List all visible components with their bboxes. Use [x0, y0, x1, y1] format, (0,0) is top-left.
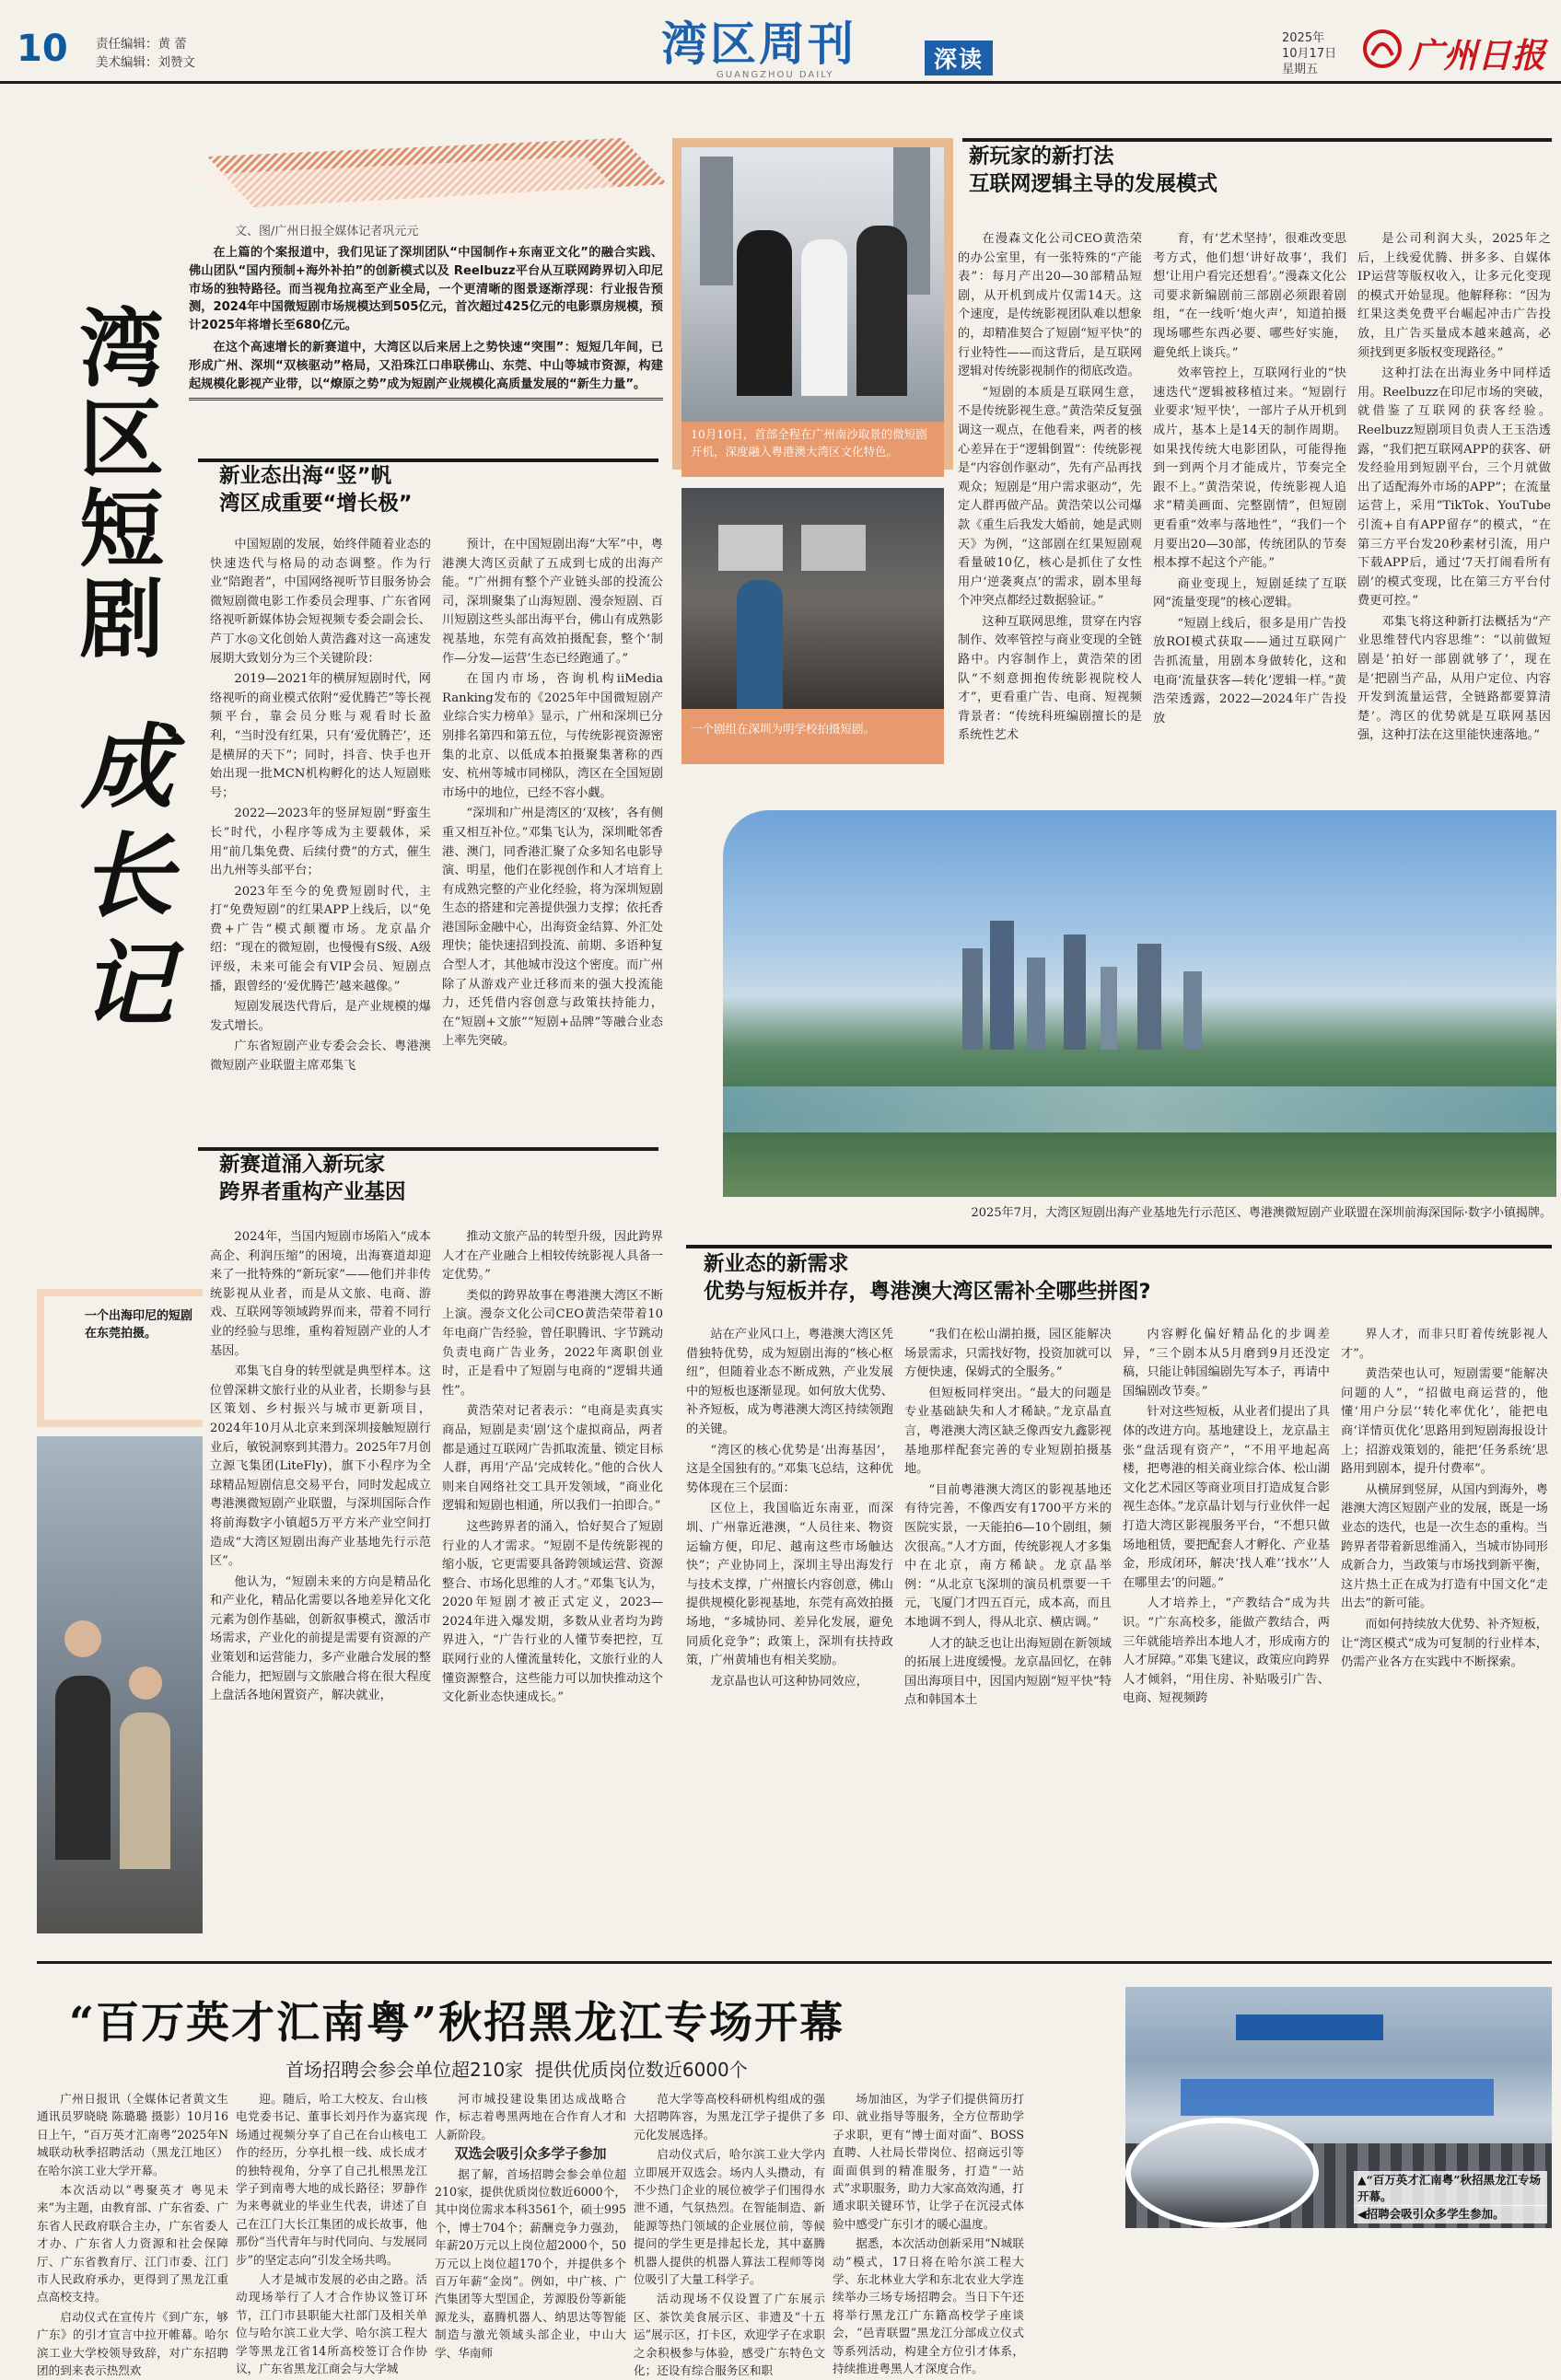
bottom-subheading: 双选会吸引众多学子参加 [454, 2145, 607, 2163]
header-rule [0, 81, 1561, 84]
bottom-para: 广州日报讯（全媒体记者黄文生 通讯员罗晓晓 陈璐璐 摄影）10月16日上午，“百万英才汇南粤”2025年N城联动秋季招聘活动（黑龙江地区）在哈尔滨工业大学开幕。 [37, 2092, 228, 2177]
editor-credit: 责任编辑：黄 蕾 [96, 37, 187, 52]
s3-para: “短剧上线后，很多是用广告投放ROI模式获取——通过互联网广告抓流量，用剧本身做转化，这和电商‘流量获客—转化’逻辑一样。”黄浩荣透露，2022—2024年广告投放 [1153, 616, 1346, 726]
bottom-column-1 [37, 2090, 228, 2378]
s1-para: 预计，在中国短剧出海“大军”中，粤港澳大湾区贡献了五成到七成的出海产能。“广州拥有整个产业链头部的投流公司，深圳聚集了山海短剧、漫奈短剧、百川短剧这些头部出海平台，佛山有成熟影视基地，东莞有高效拍摄配套，整个‘制作—分发—运营’生态已经跑通了。” [442, 538, 663, 666]
bottom-column-4 [634, 2090, 825, 2378]
s3-para: 这种互联网思维，贯穿在内容制作、效率管控与商业变现的全链路中。内容制作上，黄浩荣的团队“不刻意拥抱传统影视院校人才”，更看重广告、电商、短视频背景者：“传统科班编剧擅长的是系统性艺术 [958, 614, 1142, 743]
column-tag: 深读 [925, 41, 993, 75]
section-english: GUANGZHOU DAILY [716, 70, 834, 80]
s1-para: 2022—2023年的竖屏短剧“野蛮生长”时代，小程序等成为主要载体，采用“前几集免费、后续付费”的方式，催生出九州等头部平台； [210, 807, 431, 878]
date-year: 2025年 [1282, 31, 1325, 45]
photo-c-caption: 2025年7月，大湾区短剧出海产业基地先行示范区、粤港澳微短剧产业联盟在深圳前海深国际·数字小镇揭牌。 [971, 1206, 1552, 1220]
s4-para: 站在产业风口上，粤港澳大湾区凭借独特优势，成为短剧出海的“核心枢纽”，但随着业态不断成熟，产业发展中的短板也逐渐显现。如何放大优势、补齐短板，成为粤港澳大湾区持续领跑的关键。 [686, 1328, 893, 1436]
s4-para: 但短板同样突出。“最大的问题是专业基础缺失和人才稀缺。”龙京晶直言，粤港澳大湾区缺乏像西安九鑫影视基地那样配套完善的专业短剧拍摄基地。 [904, 1386, 1112, 1477]
photo-b-caption-box [681, 709, 944, 764]
bottom-column-2 [236, 2090, 427, 2376]
s1-para: 广东省短剧产业专委会会长、粤港澳微短剧产业联盟主席邓集飞 [210, 1039, 431, 1074]
s3-para: 这种打法在出海业务中同样适用。Reelbuzz在印尼市场的突破，就借鉴了互联网的获客经验。Reelbuzz短剧项目负责人王玉浩透露，“我们把互联网APP的获客、研发经验用到短剧平台，三个月就做出了适配海外市场的APP”；在流量运营上，采用“TikTok、YouTube引流+自有APP留存”的模式，“在第三方平台发20秒素材引流，用户下载APP后，通过‘7天打闹看所有剧’的模式变现，比在第三方平台付费更可控。” [1357, 366, 1551, 609]
s1-column-2 [442, 536, 663, 1125]
feature-vertical-title [64, 304, 166, 665]
bottom-para: 河市城投建设集团达成战略合作，标志着粤黑两地在合作育人才和人新阶段。 [435, 2092, 626, 2142]
date-day: 10月17日 [1282, 47, 1337, 61]
bottom-para: 据悉，本次活动创新采用“N城联动”模式，17日将在哈尔滨工程大学、东北林业大学和东北农业大学连续举办三场专场招聘会。当日下午还将举行黑龙江广东籍高校学子座谈会，“邑青联盟”黑龙江分部成立仪式等系列活动，构建全方位引才体系，持续推进粤黑人才深度合作。 [833, 2236, 1024, 2376]
brand-logo [1361, 26, 1555, 75]
s4-para: 而如何持续放大优势、补齐短板，让“湾区模式”成为可复制的行业样本，仍需产业各方在实践中不断探索。 [1341, 1617, 1548, 1670]
feature-banner [189, 138, 668, 207]
s4-para: 内容孵化偏好精品化的步调差异，“三个剧本从5月磨到9月还没定稿，只能让韩国编剧先写本子，再请中国编剧改节奏。” [1123, 1328, 1330, 1399]
photo-caption-1: ▲“百万英才汇南粤”秋招黑龙江专场开幕。 [1354, 2171, 1547, 2206]
bottom-para: 据了解，首场招聘会参会单位超210家，提供优质岗位数近6000个，其中岗位需求本科3561个，硕士995个，博士704个；薪酬竞争力强劲，年薪20万元以上岗位超2000个，50万元以上岗位超170个，并提供多个百万年薪“金岗”。例如，中广核、广汽集团等大型国企，芳源股份等新能源龙头，嘉腾机器人、纳思达等智能制造与激光领域头部企业，中山大学、华南师 [435, 2166, 626, 2360]
feature-lead-2: 在这个高速增长的新赛道中，大湾区以后来居上之势快速“突围”：短短几年间，已形成广州、深圳“双核驱动”格局，又沿珠江口串联佛山、东莞、中山等城市资源，构建起规模化影视产业带，以“燎原之势”成为短剧产业规模化高质量发展的“新生力量”。 [189, 340, 663, 391]
photo-nansha-drama [681, 147, 944, 422]
s2-column-2 [442, 1228, 663, 1943]
s1-para: 2023年至今的免费短剧时代，主打“免费短剧”的红果APP上线后，以“免费+广告”模式颠覆市场。龙京晶介绍：“现在的微短剧，也慢慢有S级、A级评级，未来可能会有VIP会员、短剧点播，跟曾经的‘爱优腾芒’越来越像。” [210, 884, 431, 993]
bottom-column-3 [435, 2090, 626, 2360]
s4-para: “目前粤港澳大湾区的影视基地还有待完善，不像西安有1700平方米的医院实景，一天能拍6—10个剧组，频次很高。”人才方面，传统影视人才多集中在北京，南方稀缺。龙京晶举例：“从北京飞深圳的演员机票要一千元，飞厦门才四五百元，成本高，而且本地调不到人，得从北京、横店调。” [904, 1482, 1112, 1630]
photo-qianhai-skyline [723, 810, 1556, 1197]
feature-lead-1: 在上篇的个案报道中，我们见证了深圳团队“中国制作+东南亚文化”的融合实践、佛山团队“国内预制+海外补拍”的创新模式以及 Reelbuzz平台从互联网跨界切入印尼市场的独特路径。而当视角拉高至产业全局，一个更清晰的图景逐渐浮现：行业报告预测，2024年中国微短剧市场规模达到505亿元，首次超过425亿元的电影票房规模，预计2025年将增长至680亿元。 [189, 246, 663, 333]
s2-para: 他认为，“短剧未来的方向是精品化和产业化，精品化需要以各地差异化文化元素为创作基础，创新叙事模式，激活市场需求，产业化的前提是需要有资源的产业策划和运营能力，多产业融合发展的整合能力，把短剧与文旅融合将在很大程度上盘活各地闲置资产，解决就业， [210, 1574, 431, 1703]
s2-para: 2024年，当国内短剧市场陷入“成本高企、利润压缩”的困境，出海赛道却迎来了一批特殊的“新玩家”——他们并非传统影视从业者，而是从文旅、电商、游戏、互联网等领域跨界而来，带着不同行业的经验与思维，重构着短剧产业的人才基因。 [210, 1230, 431, 1358]
s3-para: 邓集飞将这种新打法概括为“产业思维替代内容思维”：“以前做短剧是‘拍好一部剧就够了’，现在是‘把剧当产品，从用户定位、内容开发到流量运营，全链路都要算清楚’。湾区的优势就是互联网基因强，这种打法在这里能快速落地。” [1357, 614, 1551, 743]
photo-d-caption: 一个出海印尼的短剧在东莞拍摄。 [85, 1309, 193, 1341]
bottom-column-5 [833, 2090, 1024, 2376]
s4-para: 界人才，而非只盯着传统影视人才”。 [1341, 1328, 1548, 1361]
photo-school-shoot [681, 488, 944, 709]
s3-column-1 [958, 230, 1142, 764]
s1-title-2: 湾区成重要“增长极” [219, 492, 413, 516]
bottom-headline: “百万英才汇南粤”秋招黑龙江专场开幕 [69, 1998, 845, 2049]
vertical-title-main: 湾区短剧 [65, 304, 165, 665]
page-header [0, 0, 1561, 83]
s1-para: 中国短剧的发展，始终伴随着业态的快速迭代与格局的动态调整。作为行业“陪跑者”，中国网络视听节目服务协会微短剧微电影工作委员会理事、广东省网络视听新媒体协会短视频专委会副会长、芦丁水◎文化创始人黄浩鑫对这一高速发展期大致划分为三个关键阶段： [210, 538, 431, 666]
s2-para: 黄浩荣对记者表示：“电商是卖真实商品，短剧是卖‘剧’这个虚拟商品，两者都是通过互联网广告抓取流量、锁定目标人群，再用‘产品’完成转化。”他的合伙人则来自网络社交工具开发领域，“商业化逻辑和短剧也相通，所以我们一拍即合。” [442, 1404, 663, 1514]
photo-b-caption: 一个剧组在深圳为明学校拍摄短剧。 [691, 722, 876, 736]
bottom-para: 人才是城市发展的必由之路。活动现场举行了人才合作协议签订环节，江门市县职能大社部门及相关单位与哈尔滨工业大学、哈尔滨工程大学等黑龙江省14所高校签订合作协议，广东省黑龙江商会与大学城 [236, 2272, 427, 2376]
s2-para: 这些跨界者的涌入，恰好契合了短剧行业的人才需求。“短剧不是传统影视的缩小版，它更需要具备跨领域运营、资源整合、市场化思维的人才。”邓集飞认为，2020年短剧才被正式定义，2023—2024年进入爆发期，多数从业者均为跨界进入，“广告行业的人懂节奏把控，互联网行业的人懂流量转化，文旅行业的人懂资源整合，这些能力可以加快推动这个文化新业态快速成长。” [442, 1519, 663, 1705]
s1-column-1 [210, 536, 431, 1125]
s4-column-3 [1123, 1326, 1330, 1943]
s4-para: “我们在松山湖拍摄，园区能解决场景需求，只需找好物，投资加就可以方便快速，保姆式的全服务。” [904, 1328, 1112, 1380]
s3-bar [962, 138, 1552, 142]
s2-para: 类似的跨界故事在粤港澳大湾区不断上演。漫奈文化公司CEO黄浩荣带着10年电商广告经验，曾任职腾讯、字节跳动负责电商广告业务，2022年离职创业时，正是看中了短剧与电商的“逻辑共通性”。 [442, 1288, 663, 1398]
s3-title-1: 新玩家的新打法 [969, 145, 1114, 168]
feature-lead-box [189, 221, 663, 401]
s1-para: “深圳和广州是湾区的‘双核’，各有侧重又相互补位。”邓集飞认为，深圳毗邻香港、澳门，同香港汇聚了众多知名电影导演、明星，他们在影视创作和人才培育上有成熟完整的产业化经验，将为深圳短剧生态的搭建和完善提供强力支撑；依托香港国际金融中心，出海资金结算、外汇处理快；能快速招到投流、前期、多语种复合型人才，其他城市没这个密度。而广州除了从游戏产业迁移而来的强大投流能力，还凭借内容创意与政策扶持能力，在“短剧+文旅”“短剧+品牌”等融合业态上率先突破。 [442, 807, 663, 1049]
bottom-para: 范大学等高校科研机构组成的强大招聘阵容，为黑龙江学子提供了多元化发展选择。 [634, 2092, 825, 2142]
s2-column-1 [210, 1228, 431, 1943]
vertical-subtitle: 成长记 [65, 718, 174, 1044]
s4-title-1: 新业态的新需求 [704, 1252, 849, 1276]
page-number: 10 [17, 28, 68, 70]
s4-bar [686, 1245, 1552, 1248]
s3-para: 在漫森文化公司CEO黄浩荣的办公室里，有一张特殊的“产能表”：每月产出20—30部精品短剧，从开机到成片仅需14天。这个速度，是传统影视团队难以想象的，却精准契合了短剧“短平快”的行业特性——而这背后，是互联网逻辑对传统影视制作的彻底改造。 [958, 232, 1142, 379]
photo-a-caption: 10月10日，首部全程在广州南沙取景的微短剧开机，深度融入粤港澳大湾区文化特色。 [691, 427, 927, 459]
bottom-subhead: 首场招聘会参会单位超210家 提供优质岗位数近6000个 [285, 2059, 748, 2081]
s4-para: 从横屏到竖屏，从国内到海外，粤港澳大湾区短剧产业的发展，既是一场业态的迭代，也是一次生态的重构。当跨界者带着新思维涌入，当城市协同形成新合力，当政策与市场找到新平衡，这片热土正在成为打造有中国文化“走出去”的新可能。 [1341, 1482, 1548, 1611]
feature-byline: 文、图/广州日报全媒体记者巩元元 [235, 225, 419, 238]
feature-vertical-subtitle-wrap [64, 718, 184, 1044]
s3-column-3 [1357, 230, 1551, 764]
s3-column-2 [1153, 230, 1346, 764]
photo-a-caption-box [681, 422, 944, 477]
s3-title-2: 互联网逻辑主导的发展模式 [969, 172, 1218, 196]
bottom-para: 活动现场不仅设置了广东展示区、茶饮美食展示区、非遗及“十五运”展示区，打卡区，欢迎学子在求职之余积极参与体验，感受广东特色文化；还设有综合服务区和职 [634, 2292, 825, 2378]
s3-para: 是公司利润大头，2025年之后，上线爱优腾、拼多多、自媒体IP运营等版权收入，让多元化变现的模式开始显现。他解释称：“因为红果这类免费平台崛起冲击广告投放，且广告买量成本越来越高，必须找到更多版权变现路径。” [1357, 232, 1551, 360]
photo-dongguan-shoot [37, 1436, 203, 1933]
s4-para: “湾区的核心优势是‘出海基因’，这是全国独有的。”邓集飞总结，这种优势体现在三个层面： [686, 1443, 893, 1495]
bottom-story-rule [37, 1961, 1552, 1964]
s2-title-2: 跨界者重构产业基因 [219, 1180, 406, 1204]
s4-para: 龙京晶也认可这种协同效应， [710, 1674, 868, 1689]
s1-para: 2019—2021年的横屏短剧时代，网络视听的商业模式依附“爱优腾芒”等长视频平台，靠会员分账与观看时长盈利，“当时没有红果，只有‘爱优腾芒’，还是横屏的天下”；同时，抖音、快手也开始出现一批MCN机构孵化的达人短剧账号； [210, 672, 431, 800]
s4-para: 黄浩荣也认可，短剧需要“能解决问题的人”，“招做电商运营的，他懂‘用户分层’‘转化率优化’，能把电商‘详情页优化’思路用到短剧海报设计上；招游戏策划的，能把‘任务系统’思路用到剧本，提升付费率”。 [1341, 1367, 1548, 1477]
section-title: 湾区周刊 [661, 17, 856, 71]
art-editor-credit: 美术编辑：刘赞文 [96, 55, 195, 70]
bottom-para: 启动仪式在宣传片《到广东，够广东》的引才宣言中拉开帷幕。哈尔滨工业大学校领导致辞，对广东招聘团的到来表示热烈欢 [37, 2309, 228, 2378]
s1-title-1: 新业态出海“竖”帆 [219, 464, 392, 488]
s3-para: 效率管控上，互联网行业的“快速迭代”逻辑被移植过来。“短剧行业要求‘短平快’，一部片子从开机到成片，基本上是14天的制作周期。如果找传统大电影团队，可能得拖到一到两个月才能成片，节奏完全跟不上。”黄浩荣说，传统影视人追求“精美画面、完整剧情”，但短剧更看重“效率与落地性”，“我们一个月要出20—30部，传统团队的节奏根本撑不起这个产能。” [1153, 366, 1346, 571]
s2-para: 推动文旅产品的转型升级，因此跨界人才在产业融合上相较传统影视人具备一定优势。” [442, 1230, 663, 1283]
s3-para: “短剧的本质是互联网生意，不是传统影视生意。”黄浩荣反复强调这一观点，在他看来，两者的核心差异在于“逻辑倒置”：传统影视是“内容创作驱动”，先有产品再找观众；短剧是“用户需求驱动”，先定人群再做产品。黄浩荣以公司爆款《重生后我发大婚前，她是武则天》为例，“这部剧在红果短剧观看量破10亿，核心是抓住了女性用户‘逆袭爽点’的需求，剧本里每个冲突点都经过数据验证。” [958, 385, 1142, 609]
brand-logo-icon [1361, 28, 1404, 70]
s4-column-4 [1341, 1326, 1548, 1943]
s2-para: 邓集飞自身的转型就是典型样本。这位曾深耕文旅行业的从业者，长期参与县区策划、乡村振兴与城市更新项目，2024年10月从北京来到深圳接触短剧行业后，敏锐洞察到其潜力。2025年7月创立源飞集团(LiteFly)，旗下小程序为全球精品短剧信息交易平台，同时发起成立粤港澳微短剧产业联盟，与深圳国际合作将前海数字小镇超5万平方米产业空间打造成“大湾区短剧出海产业基地先行示范区”。 [210, 1364, 431, 1569]
s4-para: 区位上，我国临近东南亚，而深圳、广州靠近港澳，“人员往来、物资运输方便，印尼、越南这些市场触达快”；产业协同上，深圳主导出海发行与技术支撑，广州擅长内容创意，佛山提供规模化影视基地，东莞有高效拍摄场地，“多城协同、差异化发展，避免同质化竞争”；政策上，深圳有扶持政策，广州黄埔也有相关奖励。 [686, 1502, 893, 1668]
s4-para: 人才培养上，“产教结合”成为共识。“广东高校多，能做产教结合，两三年就能培养出本地人才，形成南方的人才屏障。”邓集飞建议，政策应向跨界人才倾斜，“用住房、补贴吸引广告、电商、短视频跨 [1123, 1596, 1330, 1706]
photo-caption-2: ◀招聘会吸引众多学生参加。 [1354, 2205, 1547, 2223]
photo-d-caption-frame [37, 1289, 203, 1427]
s4-para: 人才的缺乏也让出海短剧在新领域的拓展上进度缓慢。龙京晶回忆，在韩国出海项目中，因国内短剧“短平快”特点和韩国本土 [904, 1636, 1112, 1708]
s4-para: 针对这些短板，从业者们提出了具体的改进方向。基地建设上，龙京晶主张“盘活现有资产”，“不用平地起高楼，把粤港的相关商业综合体、松山湖文化艺术园区等商业项目打造成复合影视生态体。”龙京晶计划与行业伙伴一起打造大湾区影视服务平台，“不想只做场地租赁，要把配套人才孵化、产业基金，形成闭环，解决‘找人难’‘找水’‘人在哪里去’的问题。” [1123, 1405, 1330, 1590]
bottom-para: 场加油区，为学子们提供简历打印、就业指导等服务，全方位帮助学子求职，更有“博士面对面”、BOSS直聘、人社局长带岗位、招商远引等面面俱到的精准服务，打造“一站式”求职服务，助力大家高效沟通，打通求职关键环节，让学子在沉浸式体验中感受广东引才的暖心温度。 [833, 2092, 1024, 2231]
bottom-para: 迎。随后，哈工大校友、台山核电党委书记、董事长刘丹作为嘉宾现场通过视频分享了自己在台山核电工作的经历，分享扎根一线、成长成才的独特视角，分享了自己扎根黑龙江学子到南粤大地的成长路径；罗静作为来粤就业的毕业生代表，讲述了自己在江门大长江集团的成长故事，他那份“当代青年与时代同向、与发展同步”的坚定志向“引发全场共鸣。 [236, 2092, 427, 2267]
s3-para: 育，有‘艺术坚持’，很难改变思考方式，他们想‘讲好故事’，我们想‘让用户看完还想看’。”漫森文化公司要求新编剧前三部剧必须跟着剧组，“在一线听‘炮火声’，知道拍摄现场哪些东西必要、哪些好实施，避免纸上谈兵。” [1153, 232, 1346, 360]
s4-column-1 [686, 1326, 893, 1943]
weekday: 星期五 [1282, 63, 1319, 76]
s3-para: 商业变现上，短剧延续了互联网“流量变现”的核心逻辑。 [1153, 576, 1346, 610]
bottom-para: 启动仪式后，哈尔滨工业大学内立即展开双选会。场内人头攒动，有不少热门企业的展位被学子们围得水泄不通，气氛热烈。在智能制造、新能源等热门领域的企业展位前，等候提问的学生更是排起长龙，其中嘉腾机器人提供的机器人算法工程师等岗位吸引了大量工科学子。 [634, 2147, 825, 2287]
bottom-para: 本次活动以“粤聚英才 粤见未来”为主题，由教育部、广东省委、广东省人民政府联合主办，广东省委人才办、广东省人力资源和社会保障厅、广东省教育厅、江门市委、江门市人民政府承办，更得到了黑龙江重点高校支持。 [37, 2183, 228, 2305]
brand-name: 广州日报 [1409, 35, 1545, 75]
s2-title-1: 新赛道涌入新玩家 [219, 1153, 386, 1177]
s4-title-2: 优势与短板并存，粤港澳大湾区需补全哪些拼图? [704, 1280, 1151, 1304]
s1-para: 在国内市场，咨询机构iiMedia Ranking发布的《2025年中国微短剧产业综合实力榜单》显示，广州和深圳已分别排名第四和第五位，与传统影视资源密集的北京、以低成本拍摄聚集著称的西安、杭州等城市同梯队，湾区在全国短剧市场中的地位，已经不容小觑。 [442, 672, 663, 800]
s4-column-2 [904, 1326, 1112, 1943]
photo-job-fair-students [1125, 2118, 1319, 2228]
s1-para: 短剧发展迭代背后，是产业规模的爆发式增长。 [210, 1000, 431, 1033]
